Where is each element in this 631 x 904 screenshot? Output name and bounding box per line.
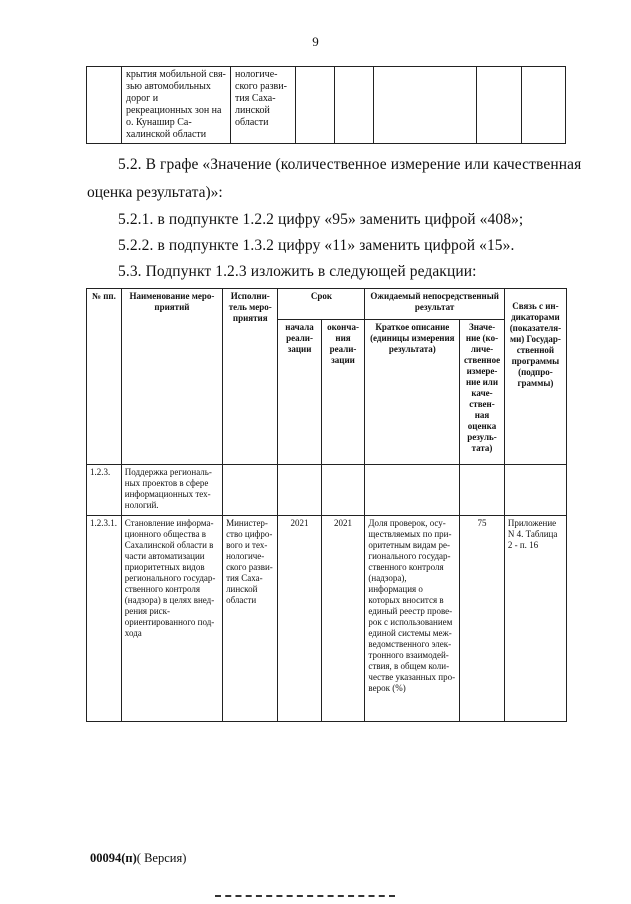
row-end: 2021 <box>321 516 365 722</box>
page-number: 9 <box>312 34 319 49</box>
row-name: Становление информа- ционного общества в Сахалинской области в части автоматизации приоритетных видов регионального государ- ственного контроля (надзора) в целях внед- рения риск- ориентированного под- хода <box>121 516 222 722</box>
row-link <box>504 465 566 516</box>
table-cell <box>335 67 374 144</box>
paragraph-5-3: 5.3. Подпункт 1.2.3 изложить в следующей редакции: <box>118 263 477 280</box>
top-table <box>86 66 566 144</box>
table-cell <box>522 67 566 144</box>
main-table <box>86 288 567 722</box>
footer-code: 00094(п) <box>90 851 137 865</box>
row-brief <box>365 465 460 516</box>
table-cell <box>374 67 477 144</box>
paragraph-5-2: 5.2. В графе «Значение (количественное измерение или качественная <box>118 156 582 173</box>
header-executor: Исполни- тель меро- приятия <box>223 289 278 465</box>
header-term-end: оконча- ния реали- зации <box>321 320 365 465</box>
header-term: Срок <box>278 289 365 320</box>
header-term-start: начала реали- зации <box>278 320 321 465</box>
paragraph-5-2-cont: оценка результата)»: <box>87 184 223 201</box>
header-link: Связь с ин- дикаторами (показателя- ми) Государ- ственной программы (подпро- граммы) <box>504 289 566 465</box>
table-row <box>87 465 567 516</box>
table-cell <box>296 67 335 144</box>
table-cell: нологиче- ского разви- тия Саха- линской области <box>231 67 296 144</box>
row-num: 1.2.3.1. <box>87 516 122 722</box>
paragraph-5-2-1: 5.2.1. в подпункте 1.2.2 цифру «95» заменить цифрой «408»; <box>118 211 524 228</box>
table-row <box>87 516 567 722</box>
scribble-mark <box>215 895 395 902</box>
row-end <box>321 465 365 516</box>
footer-version: ( Версия) <box>136 851 187 865</box>
footer <box>90 851 186 866</box>
row-executor <box>223 465 278 516</box>
header-num: № пп. <box>87 289 122 465</box>
table-cell <box>87 67 122 144</box>
row-value <box>460 465 505 516</box>
header-value: Значе- ние (ко- личе- ственное измере- ние или каче- ствен- ная оценка резуль- тата) <box>460 320 505 465</box>
row-brief: Доля проверок, осу- ществляемых по при- оритетным видам ре- гионального государ- ственного контроля (надзора), информация о которых вносится в единый реестр прове- рок с использованием единой системы меж- ведомственного элек- тронного взаимодей- ствия, в общем коли- честве указанных про- верок (%) <box>365 516 460 722</box>
row-value: 75 <box>460 516 505 722</box>
header-expected: Ожидаемый непосредственный результат <box>365 289 504 320</box>
table-cell: крытия мобильной свя- зью автомобильных дорог и рекреационных зон на о. Кунашир Са- халинской области <box>122 67 231 144</box>
table-cell <box>477 67 522 144</box>
row-start <box>278 465 321 516</box>
header-brief: Краткое описание (единицы измерения результата) <box>365 320 460 465</box>
paragraph-5-2-2: 5.2.2. в подпункте 1.3.2 цифру «11» заменить цифрой «15». <box>118 237 515 254</box>
row-num: 1.2.3. <box>87 465 122 516</box>
row-start: 2021 <box>278 516 321 722</box>
row-link: Приложение N 4. Таблица 2 - п. 16 <box>504 516 566 722</box>
row-executor: Министер- ство цифро- вого и тех- нологиче- ского разви- тия Саха- линской области <box>223 516 278 722</box>
header-name: Наименование меро- приятий <box>121 289 222 465</box>
row-name: Поддержка региональ- ных проектов в сфере информационных тех- нологий. <box>121 465 222 516</box>
